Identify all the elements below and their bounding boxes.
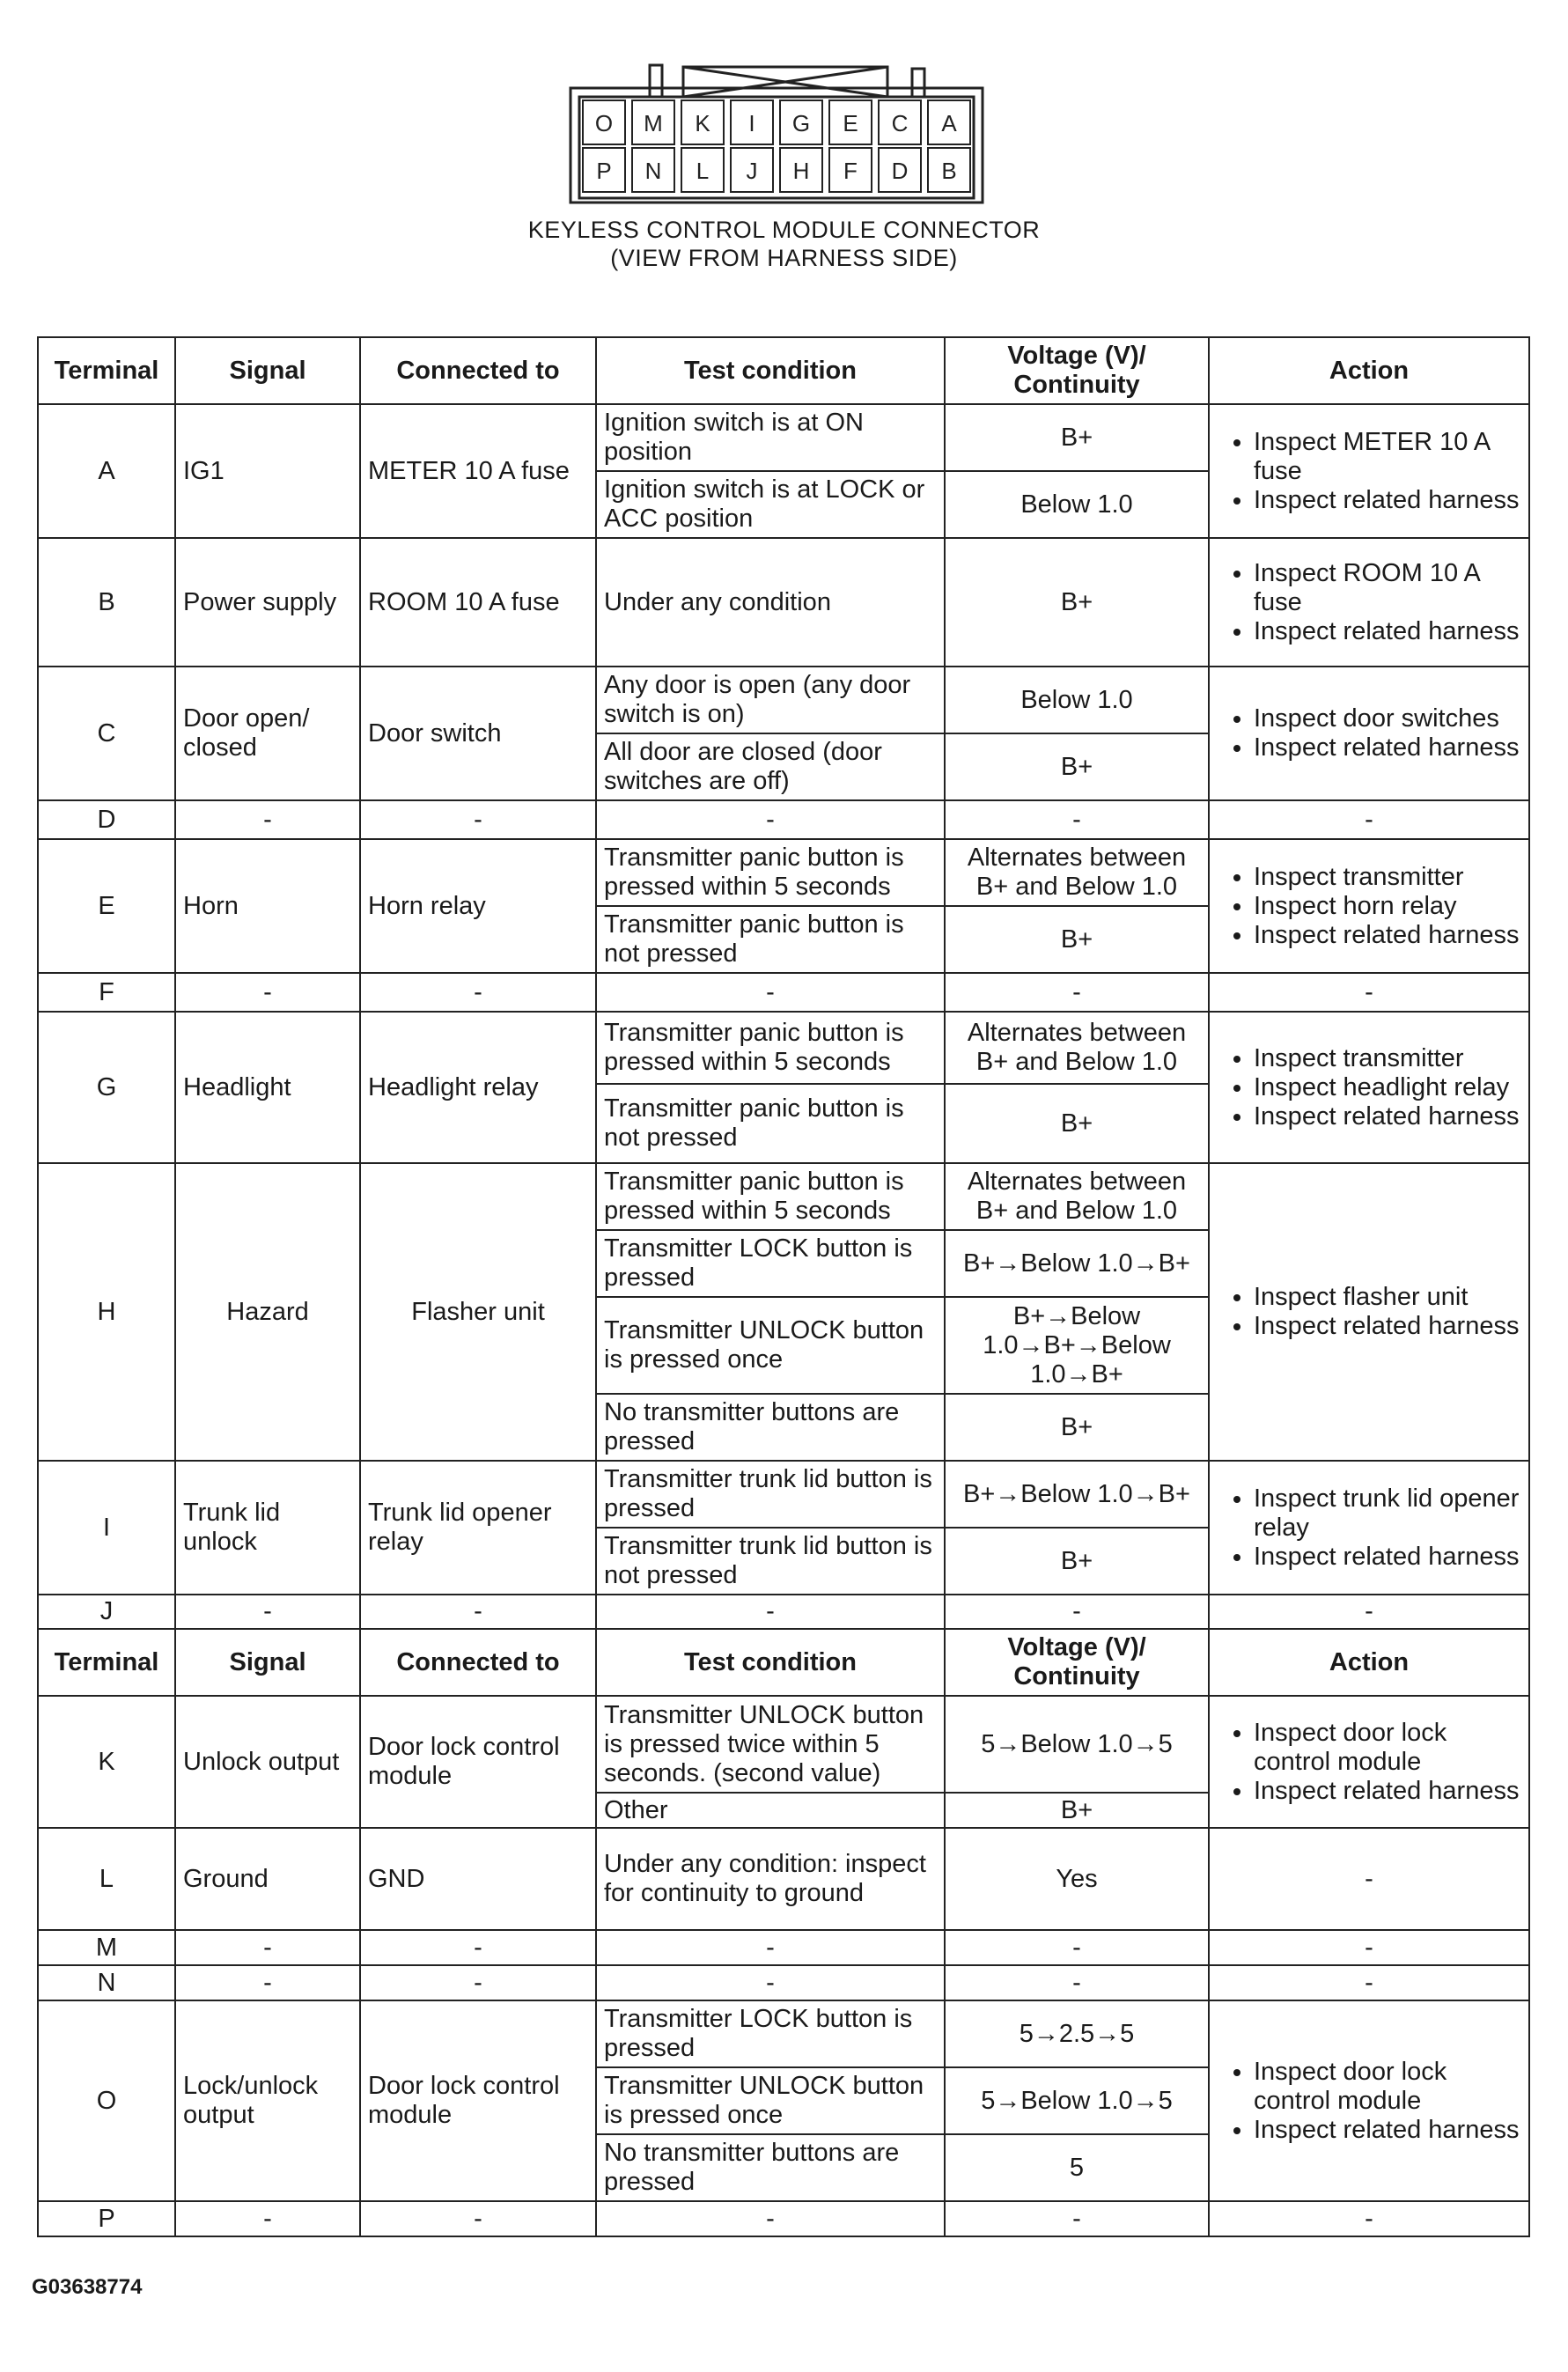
voltage-cell: B+→Below 1.0→B+→Below 1.0→B+: [945, 1297, 1209, 1394]
test-condition-cell: Transmitter UNLOCK button is pressed once: [596, 2067, 945, 2134]
test-condition-cell: Transmitter UNLOCK button is pressed twice within 5 seconds. (second value): [596, 1696, 945, 1793]
action-item: • Inspect transmitter: [1254, 1044, 1521, 1073]
action-item: • Inspect related harness: [1254, 1777, 1521, 1806]
voltage-cell: Alternates between B+ and Below 1.0: [945, 1163, 1209, 1230]
table-row: [38, 1595, 1529, 1629]
test-condition-cell: No transmitter buttons are pressed: [596, 2134, 945, 2201]
action-item: • Inspect trunk lid opener relay: [1254, 1484, 1521, 1543]
test-condition-cell: Under any condition: [596, 538, 945, 667]
action-item: • Inspect door lock control module: [1254, 1719, 1521, 1777]
action-list: [1217, 1719, 1521, 1806]
action-cell: [1209, 538, 1529, 667]
signal-cell: Trunk lid unlock: [175, 1461, 360, 1595]
test-condition-cell: -: [596, 800, 945, 839]
action-cell: [1209, 404, 1529, 538]
voltage-cell: Yes: [945, 1828, 1209, 1930]
test-condition-cell: -: [596, 973, 945, 1012]
voltage-cell: Below 1.0: [945, 667, 1209, 733]
action-item: • Inspect related harness: [1254, 1102, 1521, 1131]
voltage-cell: 5→Below 1.0→5: [945, 2067, 1209, 2134]
connector-pin-label: I: [748, 110, 755, 136]
action-item: • Inspect related harness: [1254, 486, 1521, 515]
signal-cell: Headlight: [175, 1012, 360, 1163]
action-list: [1217, 428, 1521, 515]
header-terminal: Terminal: [38, 337, 175, 404]
action-cell: [1209, 2000, 1529, 2201]
action-cell: -: [1209, 800, 1529, 839]
voltage-cell: 5→2.5→5: [945, 2000, 1209, 2067]
connected-to-cell: Horn relay: [360, 839, 596, 973]
connector-pin-label: A: [941, 110, 957, 136]
table-row: [38, 2000, 1529, 2067]
header-action: Action: [1209, 1629, 1529, 1696]
voltage-cell: 5: [945, 2134, 1209, 2201]
header-signal: Signal: [175, 337, 360, 404]
table-row: [38, 538, 1529, 667]
connector-pin-label: L: [696, 158, 710, 184]
test-condition-cell: Transmitter LOCK button is pressed: [596, 1230, 945, 1297]
signal-cell: Power supply: [175, 538, 360, 667]
test-condition-cell: No transmitter buttons are pressed: [596, 1394, 945, 1461]
action-list: [1217, 1484, 1521, 1572]
table-row: [38, 1163, 1529, 1230]
connector-grid: [583, 100, 970, 192]
test-condition-cell: All door are closed (door switches are off): [596, 733, 945, 800]
terminal-cell: M: [38, 1930, 175, 1965]
table-row: [38, 2201, 1529, 2236]
signal-cell: Door open/ closed: [175, 667, 360, 800]
action-list: [1217, 2058, 1521, 2145]
diagram-caption-line1: KEYLESS CONTROL MODULE CONNECTOR: [527, 217, 1041, 243]
terminal-cell: K: [38, 1696, 175, 1828]
connected-to-cell: Door switch: [360, 667, 596, 800]
diagram-caption-line2: (VIEW FROM HARNESS SIDE): [610, 245, 958, 271]
action-list: [1217, 559, 1521, 646]
test-condition-cell: Transmitter UNLOCK button is pressed once: [596, 1297, 945, 1394]
signal-cell: -: [175, 1930, 360, 1965]
voltage-cell: -: [945, 2201, 1209, 2236]
connector-pin-label: K: [695, 110, 710, 136]
terminal-cell: H: [38, 1163, 175, 1461]
header-voltage: Voltage (V)/ Continuity: [945, 1629, 1209, 1696]
action-item: • Inspect ROOM 10 A fuse: [1254, 559, 1521, 617]
action-cell: [1209, 1696, 1529, 1828]
action-item: • Inspect transmitter: [1254, 863, 1521, 892]
signal-cell: -: [175, 1965, 360, 2000]
signal-cell: -: [175, 800, 360, 839]
terminal-cell: C: [38, 667, 175, 800]
header-action: Action: [1209, 337, 1529, 404]
header-test-condition: Test condition: [596, 337, 945, 404]
voltage-cell: B+: [945, 906, 1209, 973]
figure-code: G03638774: [32, 2275, 143, 2299]
action-cell: [1209, 1012, 1529, 1163]
terminal-spec-table: [37, 336, 1530, 2237]
test-condition-cell: Under any condition: inspect for continuity to ground: [596, 1828, 945, 1930]
test-condition-cell: Transmitter trunk lid button is pressed: [596, 1461, 945, 1528]
action-cell: [1209, 1461, 1529, 1595]
table-row: [38, 1461, 1529, 1528]
action-item: • Inspect related harness: [1254, 1543, 1521, 1572]
terminal-cell: F: [38, 973, 175, 1012]
action-cell: -: [1209, 2201, 1529, 2236]
header-test-condition: Test condition: [596, 1629, 945, 1696]
voltage-cell: B+: [945, 1793, 1209, 1828]
terminal-cell: B: [38, 538, 175, 667]
action-cell: [1209, 667, 1529, 800]
connector-pin-label: O: [594, 110, 614, 136]
table-row: [38, 667, 1529, 733]
signal-cell: Hazard: [175, 1163, 360, 1461]
test-condition-cell: Transmitter panic button is not pressed: [596, 906, 945, 973]
action-cell: -: [1209, 973, 1529, 1012]
connected-to-cell: -: [360, 2201, 596, 2236]
connected-to-cell: Trunk lid opener relay: [360, 1461, 596, 1595]
connector-pin-label: P: [596, 158, 612, 184]
voltage-cell: -: [945, 1595, 1209, 1629]
test-condition-cell: Transmitter panic button is not pressed: [596, 1084, 945, 1163]
action-item: • Inspect horn relay: [1254, 892, 1521, 921]
signal-cell: Lock/unlock output: [175, 2000, 360, 2201]
terminal-cell: D: [38, 800, 175, 839]
test-condition-cell: Transmitter panic button is pressed within 5 seconds: [596, 1012, 945, 1084]
table-row: [38, 1696, 1529, 1793]
signal-cell: Horn: [175, 839, 360, 973]
action-cell: [1209, 1163, 1529, 1461]
terminal-cell: J: [38, 1595, 175, 1629]
terminal-cell: A: [38, 404, 175, 538]
table-row: [38, 1828, 1529, 1930]
connected-to-cell: Door lock control module: [360, 1696, 596, 1828]
table-header-row: [38, 1629, 1529, 1696]
voltage-cell: -: [945, 973, 1209, 1012]
action-item: • Inspect headlight relay: [1254, 1073, 1521, 1102]
signal-cell: -: [175, 1595, 360, 1629]
test-condition-cell: Transmitter panic button is pressed within 5 seconds: [596, 1163, 945, 1230]
terminal-cell: G: [38, 1012, 175, 1163]
table-row: [38, 800, 1529, 839]
action-item: • Inspect flasher unit: [1254, 1283, 1521, 1312]
voltage-cell: -: [945, 800, 1209, 839]
terminal-cell: O: [38, 2000, 175, 2201]
connected-to-cell: ROOM 10 A fuse: [360, 538, 596, 667]
voltage-cell: B+: [945, 733, 1209, 800]
action-list: [1217, 1283, 1521, 1341]
terminal-cell: I: [38, 1461, 175, 1595]
voltage-cell: B+→Below 1.0→B+: [945, 1461, 1209, 1528]
connector-pin-label: D: [891, 158, 909, 184]
connector-pin-label: J: [746, 158, 758, 184]
header-signal: Signal: [175, 1629, 360, 1696]
header-connected-to: Connected to: [360, 1629, 596, 1696]
connected-to-cell: -: [360, 800, 596, 839]
connected-to-cell: -: [360, 1965, 596, 2000]
action-item: • Inspect door lock control module: [1254, 2058, 1521, 2116]
action-item: • Inspect related harness: [1254, 733, 1521, 762]
action-cell: -: [1209, 1930, 1529, 1965]
voltage-cell: B+: [945, 1084, 1209, 1163]
test-condition-cell: Any door is open (any door switch is on): [596, 667, 945, 733]
connected-to-cell: -: [360, 1930, 596, 1965]
terminal-cell: L: [38, 1828, 175, 1930]
action-cell: [1209, 839, 1529, 973]
connector-pin-label: G: [791, 110, 811, 136]
action-item: • Inspect related harness: [1254, 2116, 1521, 2145]
voltage-cell: B+→Below 1.0→B+: [945, 1230, 1209, 1297]
signal-cell: -: [175, 973, 360, 1012]
header-connected-to: Connected to: [360, 337, 596, 404]
test-condition-cell: Transmitter LOCK button is pressed: [596, 2000, 945, 2067]
connected-to-cell: Door lock control module: [360, 2000, 596, 2201]
voltage-cell: Below 1.0: [945, 471, 1209, 538]
voltage-cell: 5→Below 1.0→5: [945, 1696, 1209, 1793]
test-condition-cell: Ignition switch is at LOCK or ACC position: [596, 471, 945, 538]
voltage-cell: B+: [945, 404, 1209, 471]
connected-to-cell: -: [360, 1595, 596, 1629]
voltage-cell: Alternates between B+ and Below 1.0: [945, 1012, 1209, 1084]
connector-pin-label: N: [644, 158, 662, 184]
table-row: [38, 1930, 1529, 1965]
action-cell: -: [1209, 1595, 1529, 1629]
terminal-cell: N: [38, 1965, 175, 2000]
test-condition-cell: -: [596, 2201, 945, 2236]
test-condition-cell: -: [596, 1965, 945, 2000]
table-row: [38, 839, 1529, 906]
signal-cell: IG1: [175, 404, 360, 538]
connected-to-cell: GND: [360, 1828, 596, 1930]
action-item: • Inspect door switches: [1254, 704, 1521, 733]
action-cell: -: [1209, 1828, 1529, 1930]
connector-pin-label: E: [843, 110, 858, 136]
voltage-cell: B+: [945, 1528, 1209, 1595]
table-row: [38, 404, 1529, 471]
action-item: • Inspect related harness: [1254, 1312, 1521, 1341]
signal-cell: Unlock output: [175, 1696, 360, 1828]
connector-pin-label: M: [644, 110, 663, 136]
action-item: • Inspect METER 10 A fuse: [1254, 428, 1521, 486]
action-list: [1217, 1044, 1521, 1131]
test-condition-cell: -: [596, 1595, 945, 1629]
terminal-cell: P: [38, 2201, 175, 2236]
table-row: [38, 973, 1529, 1012]
action-cell: -: [1209, 1965, 1529, 2000]
voltage-cell: B+: [945, 538, 1209, 667]
table-header-row: [38, 337, 1529, 404]
connected-to-cell: METER 10 A fuse: [360, 404, 596, 538]
action-list: [1217, 704, 1521, 762]
signal-cell: Ground: [175, 1828, 360, 1930]
voltage-cell: Alternates between B+ and Below 1.0: [945, 839, 1209, 906]
test-condition-cell: -: [596, 1930, 945, 1965]
connected-to-cell: -: [360, 973, 596, 1012]
connected-to-cell: Headlight relay: [360, 1012, 596, 1163]
action-item: • Inspect related harness: [1254, 921, 1521, 950]
test-condition-cell: Transmitter trunk lid button is not pressed: [596, 1528, 945, 1595]
test-condition-cell: Ignition switch is at ON position: [596, 404, 945, 471]
connected-to-cell: Flasher unit: [360, 1163, 596, 1461]
connector-pin-label: H: [792, 158, 810, 184]
test-condition-cell: Transmitter panic button is pressed within 5 seconds: [596, 839, 945, 906]
voltage-cell: -: [945, 1930, 1209, 1965]
header-terminal: Terminal: [38, 1629, 175, 1696]
table-row: [38, 1012, 1529, 1084]
action-item: • Inspect related harness: [1254, 617, 1521, 646]
header-voltage: Voltage (V)/ Continuity: [945, 337, 1209, 404]
signal-cell: -: [175, 2201, 360, 2236]
test-condition-cell: Other: [596, 1793, 945, 1828]
voltage-cell: B+: [945, 1394, 1209, 1461]
connector-pin-label: F: [843, 158, 858, 184]
connector-pin-label: C: [891, 110, 909, 136]
table-row: [38, 1965, 1529, 2000]
action-list: [1217, 863, 1521, 950]
terminal-cell: E: [38, 839, 175, 973]
voltage-cell: -: [945, 1965, 1209, 2000]
connector-pin-label: B: [941, 158, 957, 184]
